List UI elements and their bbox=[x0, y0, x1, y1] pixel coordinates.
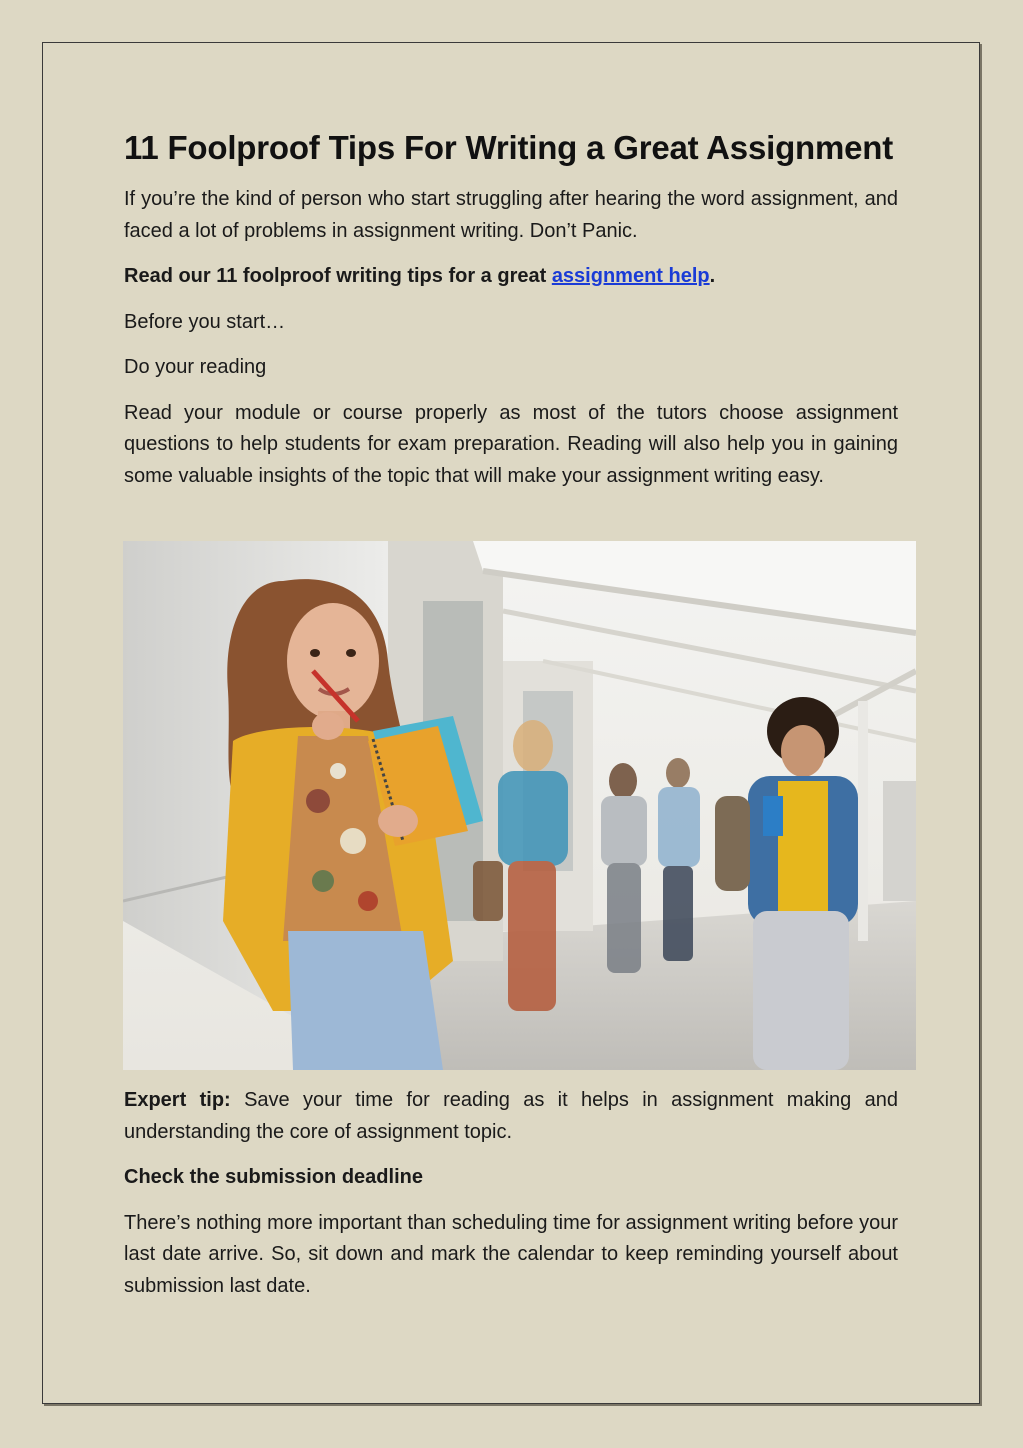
expert-tip-body: Save your time for reading as it helps in assignment making and understanding the core of assignment topic. bbox=[124, 1089, 898, 1143]
tip-heading-deadline: Check the submission deadline bbox=[124, 1166, 423, 1188]
before-start-text: Before you start… bbox=[124, 310, 286, 333]
students-photo bbox=[123, 541, 916, 1070]
article-bottom bbox=[124, 1085, 898, 1316]
cta-suffix: . bbox=[709, 265, 716, 287]
expert-tip-paragraph bbox=[124, 1085, 898, 1148]
tip-body-deadline: There’s nothing more important than scheduling time for assignment writing before your last date arrive. So, sit down and mark the calendar to keep reminding yourself about submission last date. bbox=[124, 1211, 898, 1297]
intro-paragraph: If you’re the kind of person who start struggling after hearing the word assignment, and faced a lot of problems in assignment writing. Don’t Panic. bbox=[124, 188, 898, 242]
article-title: 11 Foolproof Tips For Writing a Great Assignment bbox=[124, 129, 894, 166]
students-illustration bbox=[123, 541, 916, 1070]
article-top bbox=[124, 126, 898, 506]
cta-prefix: Read our 11 foolproof writing tips for a great bbox=[124, 265, 552, 287]
expert-tip-label: Expert tip: bbox=[124, 1089, 231, 1111]
tip-heading-reading: Do your reading bbox=[124, 356, 267, 378]
assignment-help-link[interactable]: assignment help bbox=[551, 265, 710, 287]
cta-paragraph bbox=[124, 261, 898, 293]
tip-body-reading: Read your module or course properly as most of the tutors choose assignment questions to help students for exam preparation. Reading will also help you in gaining some valuable insights of the topic that will make your assignment writing easy. bbox=[124, 401, 898, 487]
